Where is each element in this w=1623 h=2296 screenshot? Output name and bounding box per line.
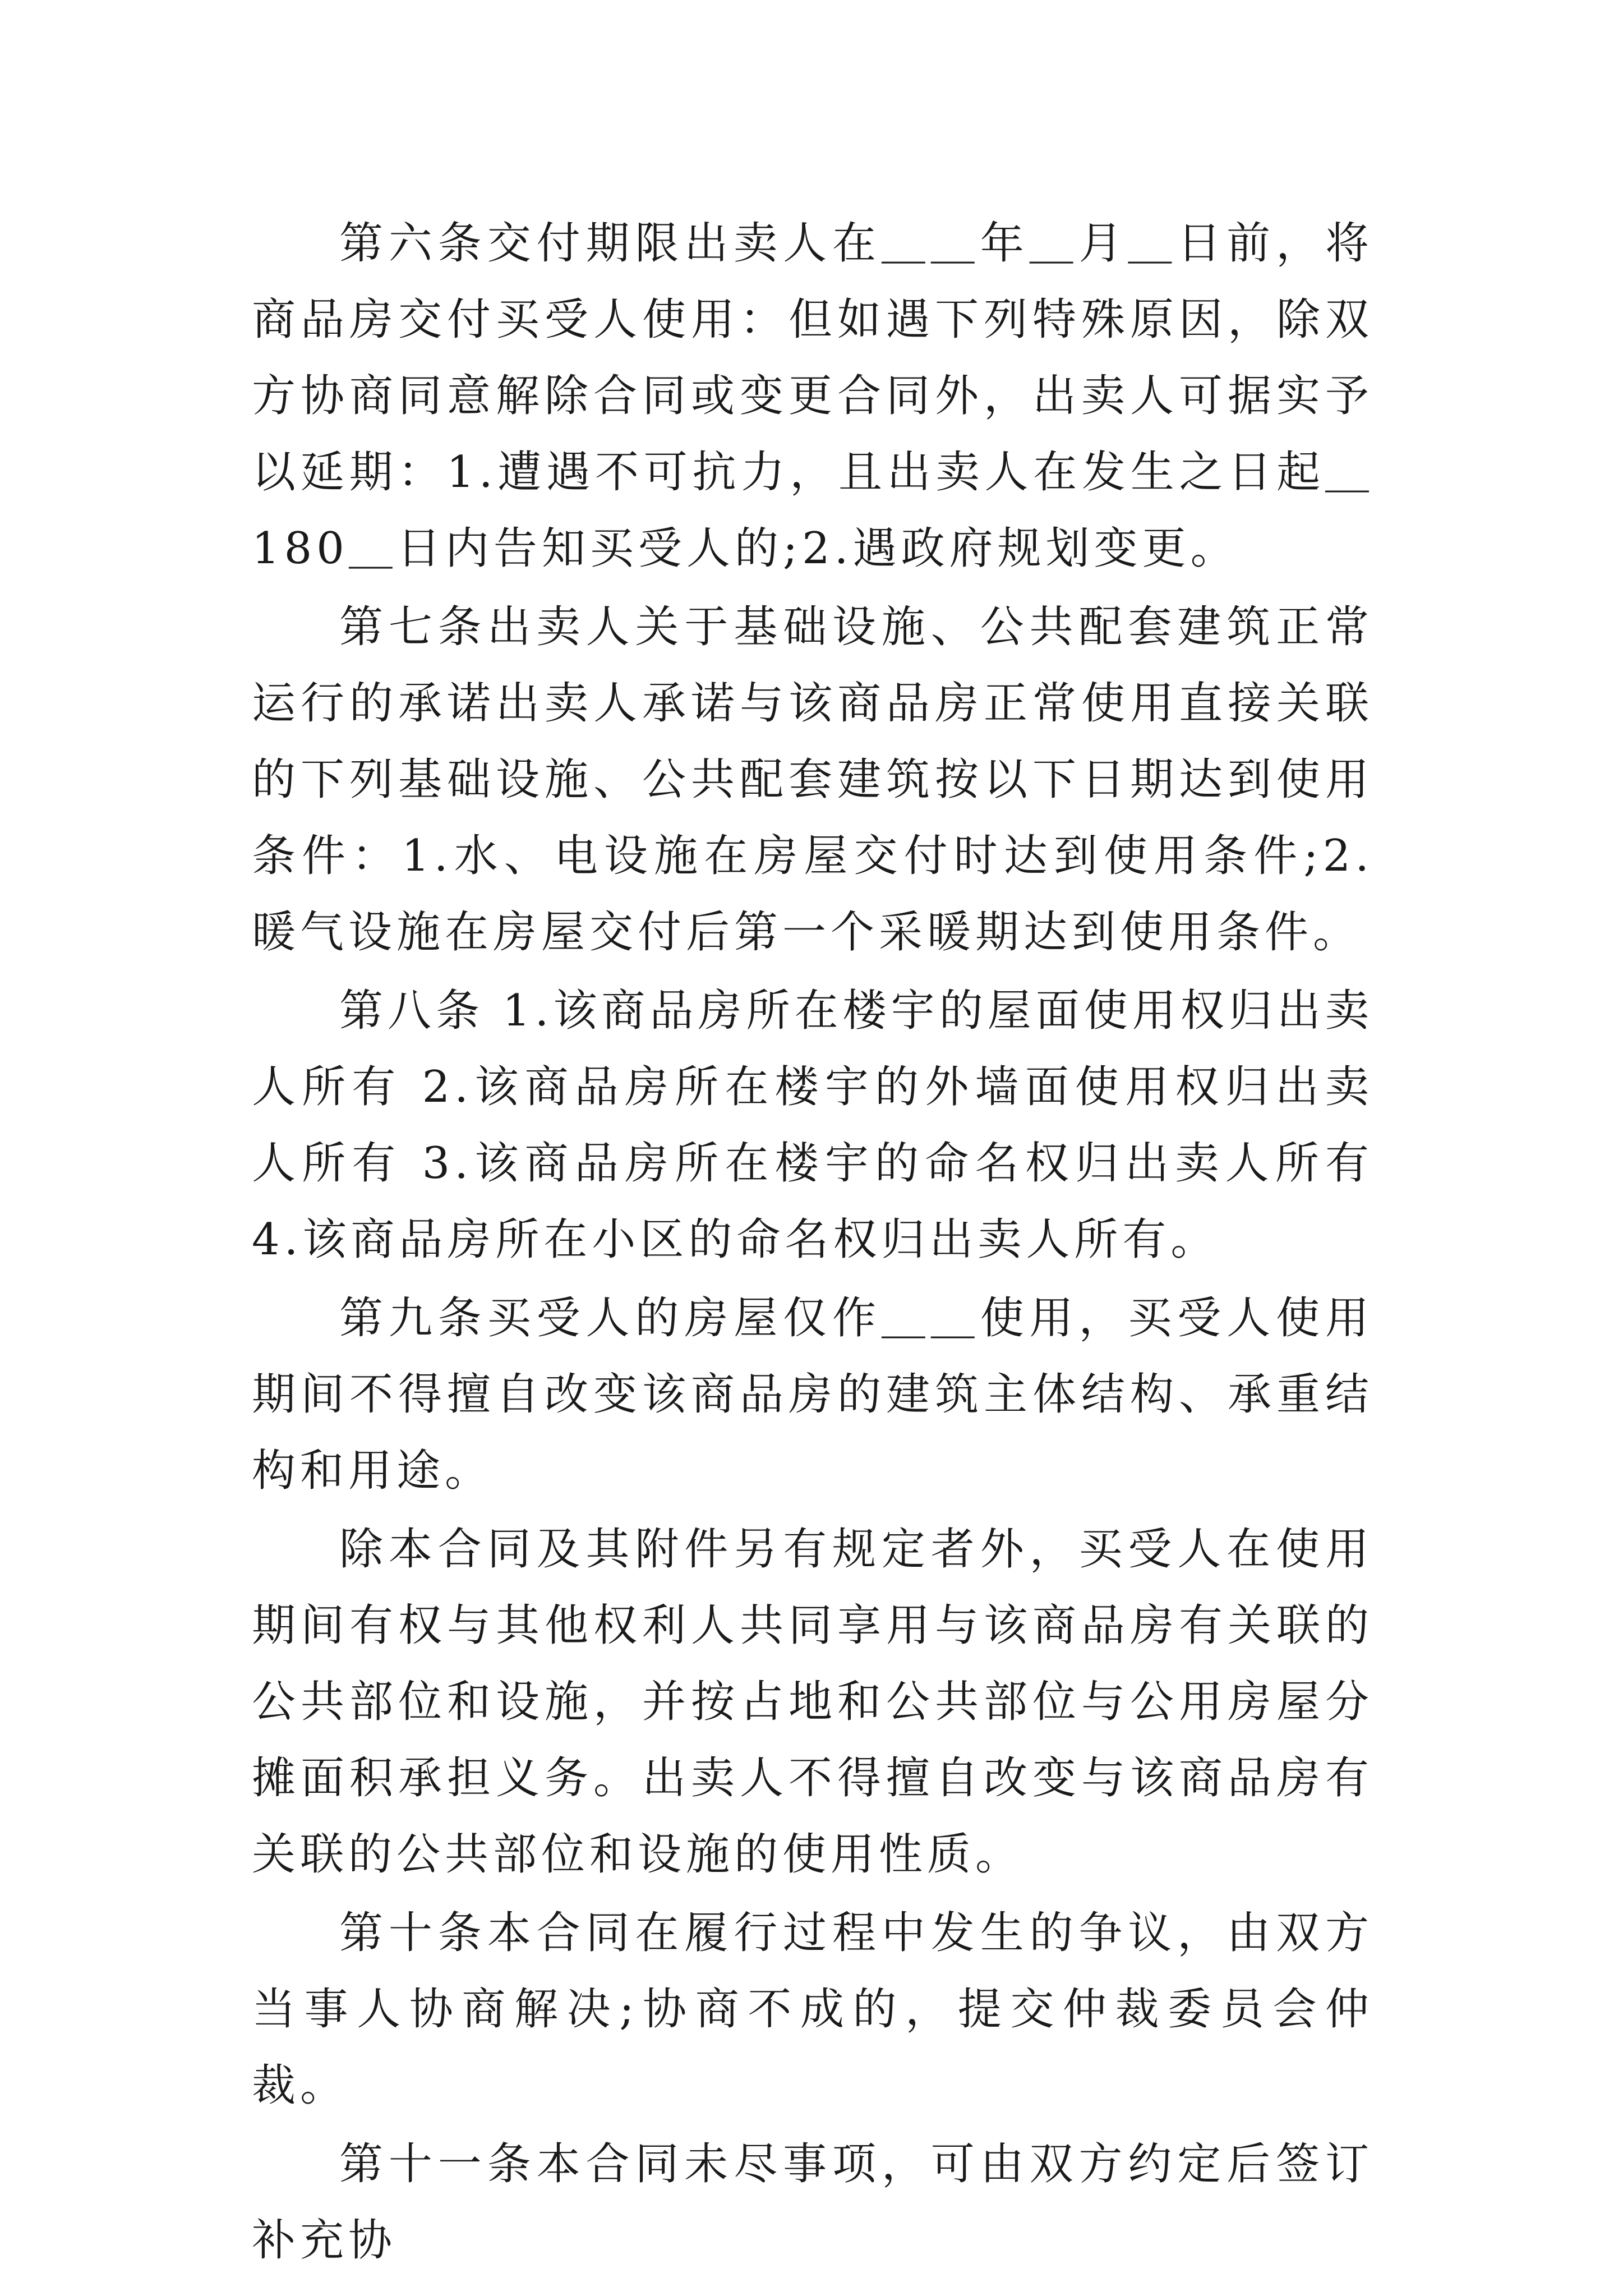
clause-9-paragraph: 第九条买受人的房屋仅作＿＿使用，买受人使用期间不得擅自改变该商品房的建筑主体结构、承重结构和用途。 — [252, 1293, 1373, 1496]
clause-10-paragraph: 第十条本合同在履行过程中发生的争议，由双方当事人协商解决;协商不成的，提交仲裁委员会仲裁。 — [252, 1908, 1373, 2111]
document-body — [252, 205, 1373, 2279]
clause-8-paragraph: 第八条 1.该商品房所在楼宇的屋面使用权归出卖人所有 2.该商品房所在楼宇的外墙面使用权归出卖人所有 3.该商品房所在楼宇的命名权归出卖人所有 4.该商品房所在小区的命名权归出卖人所有。 — [252, 986, 1373, 1265]
clause-11-paragraph: 第十一条本合同未尽事项，可由双方约定后签订补充协 — [252, 2139, 1373, 2266]
clause-6-paragraph: 第六条交付期限出卖人在＿＿年＿月＿日前，将商品房交付买受人使用：但如遇下列特殊原因，除双方协商同意解除合同或变更合同外，出卖人可据实予以延期：1.遭遇不可抗力，且出卖人在发生之日起＿180＿日内告知买受人的;2.遇政府规划变更。 — [252, 218, 1373, 574]
clause-7-paragraph: 第七条出卖人关于基础设施、公共配套建筑正常运行的承诺出卖人承诺与该商品房正常使用直接关联的下列基础设施、公共配套建筑按以下日期达到使用条件：1.水、电设施在房屋交付时达到使用条件;2.暖气设施在房屋交付后第一个采暖期达到使用条件。 — [252, 602, 1373, 958]
common-areas-paragraph: 除本合同及其附件另有规定者外，买受人在使用期间有权与其他权利人共同享用与该商品房有关联的公共部位和设施，并按占地和公共部位与公用房屋分摊面积承担义务。出卖人不得擅自改变与该商品房有关联的公共部位和设施的使用性质。 — [252, 1524, 1373, 1880]
